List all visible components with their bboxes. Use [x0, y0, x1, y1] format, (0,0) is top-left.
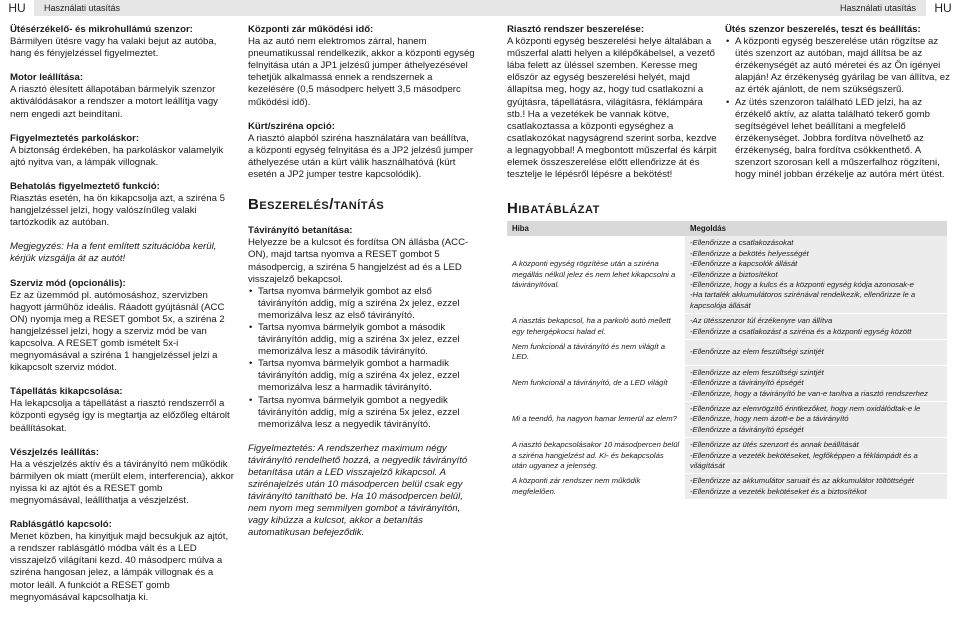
section-intrusion-warning	[10, 181, 235, 229]
problem-cell: Mi a teendő, ha nagyon hamar lemerül az elem?	[507, 402, 685, 438]
section-note	[10, 241, 235, 265]
header-right	[480, 0, 960, 16]
section-heading: Központi zár működési idő:	[248, 24, 374, 35]
list-item: • Tartsa nyomva bármelyik gombot a második távirányítón addig, míg a sziréna 3x jelez, ezzel memorizálva lesz a második távirányító.	[248, 322, 476, 358]
solution-cell: -Az ütésszenzor túl érzékenyre van állítva -Ellenőrizze a csatlakozást a sziréna és a központi egység között	[685, 314, 947, 340]
solution-cell: -Ellenőrizze az ütés szenzort és annak beállítását -Ellenőrizze a vezeték bekötéseket, legfőképpen a féklámpádt és a világítását	[685, 438, 947, 474]
section-heading: Behatolás figyelmeztető funkció:	[10, 180, 160, 192]
section-heading: Rablásgátló kapcsoló:	[10, 519, 112, 531]
learning-steps-list	[248, 286, 476, 431]
section-anti-robbery	[10, 519, 235, 604]
section-warning	[248, 443, 476, 540]
section-text: Riasztás esetén, ha ön kikapcsolja azt, a sziréna 5 hangjelzéssel jelzi, hogy valószínűleg valaki tartózkodik az autóban.	[10, 193, 225, 229]
solution-cell: -Ellenőrizze az elem feszültségi szintjét	[685, 339, 947, 365]
section-heading: Távirányító betanítása:	[248, 225, 353, 237]
problem-cell: Nem funkcionál a távirányító, de a LED világít	[507, 365, 685, 401]
section-heading: Szerviz mód (opcionális):	[10, 277, 126, 289]
section-text: Menet közben, ha kinyitjuk majd becsukjuk az ajtót, a rendszer rablásgátló módba vált és a LED visszajelző világítani kezd. 40 másodperc múlva a sziréna hangosan jelez, a lámpák villognak és a motor leáll. A funkciót a RESET gomb megnyomásával kapcsolhatja ki.	[10, 531, 229, 603]
table-row	[507, 365, 947, 401]
problem-cell: A riasztás bekapcsol, ha a parkoló autó mellett egy tehergépkocsi halad el.	[507, 314, 685, 340]
column-2	[248, 24, 476, 552]
sensor-steps-list	[725, 36, 953, 181]
table-row	[507, 339, 947, 365]
solution-cell: -Ellenőrizze a csatlakozásokat -Ellenőrizze a bekötés helyességét -Ellenőrizze a kapcsolók állását -Ellenőrizze a biztosítékot -Ellenőrizze, hogy a kulcs és a központi egység kódja azonosak-e -Ha tartalék akkumulátoros szirénával rendelkezik, ellenőrizze le a kapcsolója állását	[685, 236, 947, 313]
list-item: • Tartsa nyomva bármelyik gombot az első távirányítón addig, míg a sziréna 2x jelez, ezzel memorizálva lesz az első távirányító.	[248, 286, 476, 322]
section-heading: Riasztó rendszer beszerelése:	[507, 24, 645, 35]
section-remote-learning	[248, 225, 476, 431]
section-shock-sensor	[10, 24, 235, 60]
troubleshooting-table	[507, 221, 947, 500]
list-item: • Tartsa nyomva bármelyik gombot a negyedik távirányítón addig, míg a sziréna 5x jelez, ezzel memorizálva lesz a negyedik távirányító.	[248, 395, 476, 431]
table-row	[507, 314, 947, 340]
section-text: Ha az autó nem elektromos zárral, hanem pneumatikussal rendelkezik, akkor a központi egység felnyitása után a JP1 jelzésű jumper áthelyezésével tehetjük alkalmassá ennek a rendszernek a kezelésére (0,5 másodperc helyett 3,5 másodperc működési idő).	[248, 36, 475, 108]
section-horn-siren	[248, 121, 476, 181]
section-power-off	[10, 386, 235, 434]
problem-cell: A riasztó bekapcsolásakor 10 másodpercen belül a sziréna hangjelzést ad. Ki- és bekapcsolás után ugyanez a jelenség.	[507, 438, 685, 474]
solution-cell: -Ellenőrizze az elem feszültségi szintjét -Ellenőrizze a távirányító épségét -Ellenőrizze, hogy a távirányító be van-e tanítva a riasztó rendszerhez	[685, 365, 947, 401]
solution-cell: -Ellenőrizze az akkumulátor saruait és az akkumulátor töltöttségét -Ellenőrizze a vezeték bekötéseket és a biztosítékot	[685, 474, 947, 500]
table-row	[507, 438, 947, 474]
note-text: Megjegyzés: Ha a fent említett szituációba kerül, kérjük vizsgálja át az autót!	[10, 241, 217, 265]
section-heading: Figyelmeztetés parkoláskor:	[10, 132, 140, 144]
language-badge-left: HU	[0, 0, 34, 16]
section-heading: Tápellátás kikapcsolása:	[10, 386, 123, 398]
column-header-solution: Megoldás	[685, 221, 947, 236]
list-item: • Tartsa nyomva bármelyik gombot a harmadik távirányítón addig, míg a sziréna 4x jelez, ezzel memorizálva lesz a harmadik távirányító.	[248, 358, 476, 394]
section-text: A központi egység beszerelési helye általában a műszerfal alatti helyen a kilépőkábelsel, a vezető lába felett az üléssel szemben. Keresse meg először az egység beszerelési helyét, majd állapítsa meg, hogy az, hogy tud csatlakozni a gyújtásra, tápellátásra, világításra, féklámpára stb.! Ha a vezetékek be vannak kötve, csatlakoztassa a központi egységhez a csatlakozókat nagyságrend szerint sorba, kezdve a legnagyobbal! A megbontott műszerfal és kárpit elemek összeszerelése előtt ellenőrizze át és tesztelje le lépésről lépésre a bekötést!	[507, 36, 717, 181]
section-service-mode	[10, 278, 235, 375]
problem-cell: A központi egység rögzítése után a sziréna megállás nélkül jelez és nem lehet kikapcsolni a távirányítóval.	[507, 236, 685, 313]
section-heading: Ütés szenzor beszerelés, teszt és beállítás:	[725, 24, 921, 35]
problem-cell: A központi zár rendszer nem működik megfelelően.	[507, 474, 685, 500]
section-text: A riasztó alapból sziréna használatára van beállítva, a központi egység felnyitása és a JP2 jelzésű jumper áthelyezése után a kürt válik használhatóvá (kürt esetén a JP2 jumper testre kapcsolódik).	[248, 132, 474, 181]
section-alarm-stop	[10, 447, 235, 507]
section-text: Bármilyen ütésre vagy ha valaki bejut az autóba, hang és fényjelzéssel figyelmeztet.	[10, 36, 217, 60]
section-text: A riasztó élesített állapotában bármelyik szenzor aktiválódásakor a rendszer a motort leállítja vagy nem engedi azt beindítani.	[10, 84, 218, 120]
section-text: Ez az üzemmód pl. autómosáshoz, szervizben hagyott járműhöz ideális. Ráadott gyújtásnál (ACC ON) nyomja meg a RESET gombot 5x, a sziréna 2 hangjelzéssel jelzi, hogy a szerviz mód be van kapcsolva. A RESET gomb ismételt 5x-i megnyomásával a sziréna 1 hangjelzéssel jelzi a kikapcsolt szerviz módot.	[10, 289, 225, 374]
section-alarm-install	[507, 24, 720, 181]
list-item: • A központi egység beszerelése után rögzítse az ütés szenzort az autóban, majd állítsa be az érzékenységét az autó méretei és az Ön igényei alapján! Az érzékenység gyárilag be van állítva, ez az érték ajánlott, de nem szükségszerű.	[725, 36, 953, 96]
installation-title: Beszerelés/tanítás	[248, 196, 385, 214]
section-heading: Ütésérzékelő- és mikrohullámú szenzor:	[10, 24, 193, 35]
section-parking-warning	[10, 133, 235, 169]
section-shock-sensor-install	[725, 24, 953, 181]
header-title-left: Használati utasítás	[44, 3, 121, 13]
column-header-problem: Hiba	[507, 221, 685, 236]
section-text: Helyezze be a kulcsot és fordítsa ON állásba (ACC-ON), majd tartsa nyomva a RESET gombot 5 másodpercig, a sziréna 5 hangjelzést ad és a LED visszajelző bekapcsol.	[248, 237, 469, 285]
section-text: Ha lekapcsolja a tápellátást a riasztó rendszerről a központi egység így is megtartja az előzőleg eltárolt beállításokat.	[10, 398, 230, 434]
list-item: • Az ütés szenzoron található LED jelzi, ha az érzékelő aktív, az alatta található tekerő gomb segítségével lehet beállítani a megfelelő érzékenységet. Jobbra fordítva növelhető az érzékenység, balra fordítva csökkenthető. A szenzort szorosan kell a műszerfalhoz rögzíteni, hogy minél jobban érzékelje az autóra mért ütést.	[725, 97, 953, 182]
header-left	[0, 0, 480, 16]
troubleshooting-title: Hibatáblázat	[507, 200, 600, 218]
table-header-row	[507, 221, 947, 236]
section-central-lock	[248, 24, 476, 109]
table-row	[507, 402, 947, 438]
section-heading: Kürt/sziréna opció:	[248, 120, 335, 132]
header-title-right: Használati utasítás	[839, 3, 916, 13]
section-heading: Motor leállítása:	[10, 72, 84, 84]
problem-cell: Nem funkcionál a távirányító és nem világít a LED.	[507, 339, 685, 365]
table-row	[507, 474, 947, 500]
section-text: Ha a vészjelzés aktív és a távirányító nem működik bármilyen ok miatt (merült elem, interferencia), akkor nyissa ki az ajtót és a RESET gomb megnyomásával, leállíthatja a vészjelzést.	[10, 458, 234, 506]
warning-text: Figyelmeztetés: A rendszerhez maximum négy távirányító rendelhető hozzá, a negyedik távirányító betanítása után a LED visszajelző kikapcsol. A szirénajelzés után 10 másodpercen belül csak egy távirányító tanítható be. Ha 10 másodpercen belül, nem nyom meg semmilyen gombot a távirányítón, vagy kihúzza a kulcsot, akkor a betanítás automatikusan befejeződik.	[248, 442, 468, 539]
column-1	[10, 24, 235, 616]
table-body	[507, 236, 947, 499]
language-badge-right: HU	[926, 0, 960, 16]
column-4	[725, 24, 953, 193]
section-engine-stop	[10, 72, 235, 120]
solution-cell: -Ellenőrizze az elemrögzítő érintkezőket, hogy nem oxidálódtak-e le -Ellenőrizze, hogy nem ázott-e be a távirányító -Ellenőrizze a távirányító épségét	[685, 402, 947, 438]
table-row	[507, 236, 947, 313]
section-text: A biztonság érdekében, ha parkoláskor valamelyik ajtó nyitva van, a lámpák villognak.	[10, 144, 224, 168]
section-heading: Vészjelzés leállítás:	[10, 446, 100, 458]
